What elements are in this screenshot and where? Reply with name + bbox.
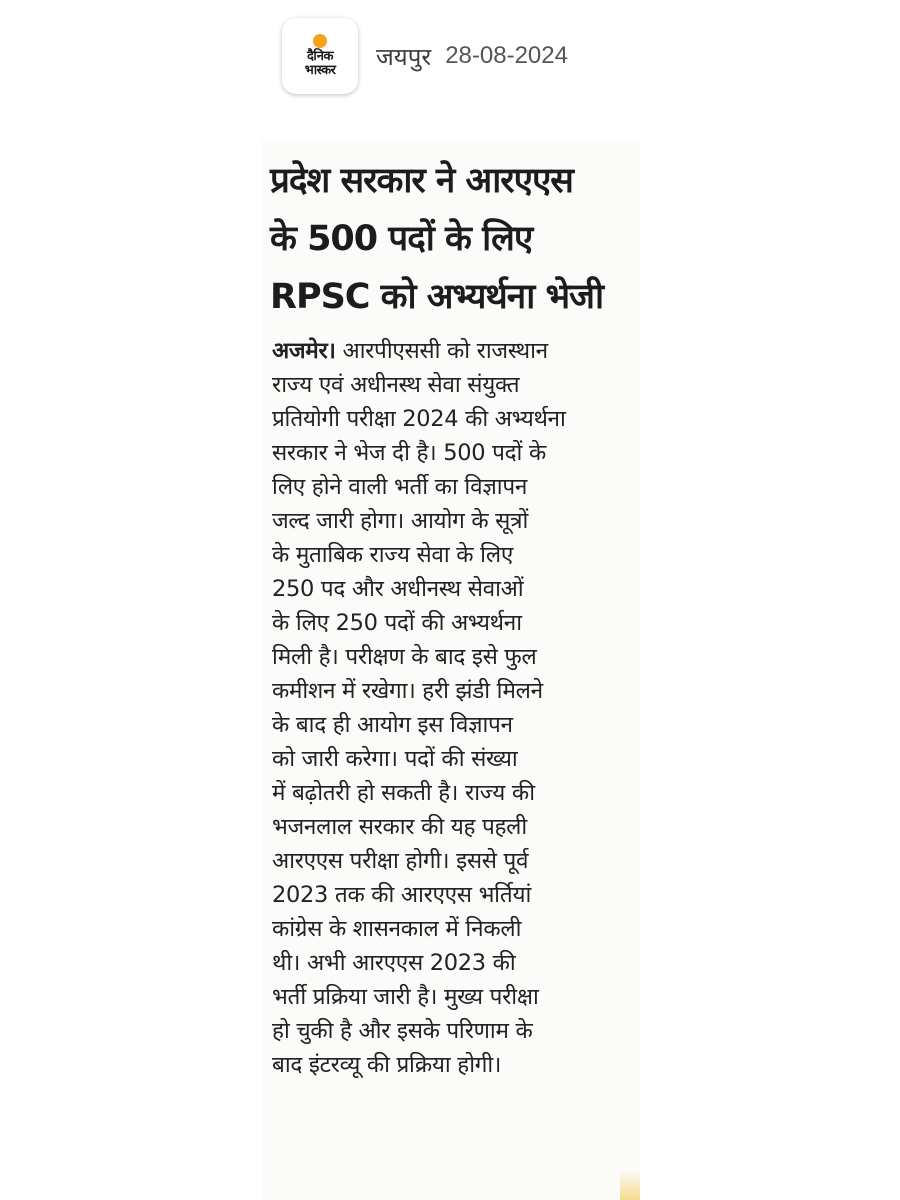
headline-line: प्रदेश सरकार ने आरएएस [270, 161, 573, 201]
news-clipping [262, 140, 640, 1200]
sun-icon [313, 34, 327, 48]
body-line: थी। अभी आरएएस 2023 की [272, 950, 516, 976]
body-line: राज्य एवं अधीनस्थ सेवा संयुक्त [272, 372, 520, 398]
clipping-edge-decoration [620, 1170, 640, 1200]
publication-date: 28-08-2024 [445, 42, 568, 69]
body-line: कमीशन में रखेगा। हरी झंडी मिलने [272, 678, 543, 704]
article-body [272, 334, 630, 1082]
logo-text-line1: दैनिक [307, 49, 333, 64]
body-line: लिए होने वाली भर्ती का विज्ञापन [272, 474, 528, 500]
body-line-text: आरपीएससी को राजस्थान [342, 338, 548, 364]
body-line: जल्द जारी होगा। आयोग के सूत्रों [272, 508, 529, 534]
body-line [272, 334, 630, 368]
body-line: को जारी करेगा। पदों की संख्या [272, 746, 518, 772]
body-line: 250 पद और अधीनस्थ सेवाओं [272, 576, 524, 602]
body-line: आरएएस परीक्षा होगी। इससे पूर्व [272, 848, 529, 874]
body-line: भजनलाल सरकार की यह पहली [272, 814, 527, 840]
publication-header [282, 18, 568, 94]
dateline: अजमेर। [272, 338, 336, 364]
body-line: कांग्रेस के शासनकाल में निकली [272, 916, 522, 942]
headline-line: के 500 पदों के लिए [270, 219, 533, 259]
body-line: भर्ती प्रक्रिया जारी है। मुख्य परीक्षा [272, 984, 539, 1010]
dainik-bhaskar-logo [282, 18, 358, 94]
body-line: के बाद ही आयोग इस विज्ञापन [272, 712, 513, 738]
body-line: हो चुकी है और इसके परिणाम के [272, 1018, 533, 1044]
headline-line: RPSC को अभ्यर्थना भेजी [270, 277, 604, 317]
body-line: सरकार ने भेज दी है। 500 पदों के [272, 440, 546, 466]
body-line: प्रतियोगी परीक्षा 2024 की अभ्यर्थना [272, 406, 566, 432]
body-line: में बढ़ोतरी हो सकती है। राज्य की [272, 780, 535, 806]
body-line: के लिए 250 पदों की अभ्यर्थना [272, 610, 522, 636]
body-line: के मुताबिक राज्य सेवा के लिए [272, 542, 514, 568]
edition-place: जयपुर [376, 42, 432, 71]
logo-text-line2: भास्कर [304, 63, 336, 78]
body-line: बाद इंटरव्यू की प्रक्रिया होगी। [272, 1052, 502, 1078]
body-line: 2023 तक की आरएएस भर्तियां [272, 882, 532, 908]
body-line: मिली है। परीक्षण के बाद इसे फुल [272, 644, 537, 670]
headline [270, 152, 632, 326]
